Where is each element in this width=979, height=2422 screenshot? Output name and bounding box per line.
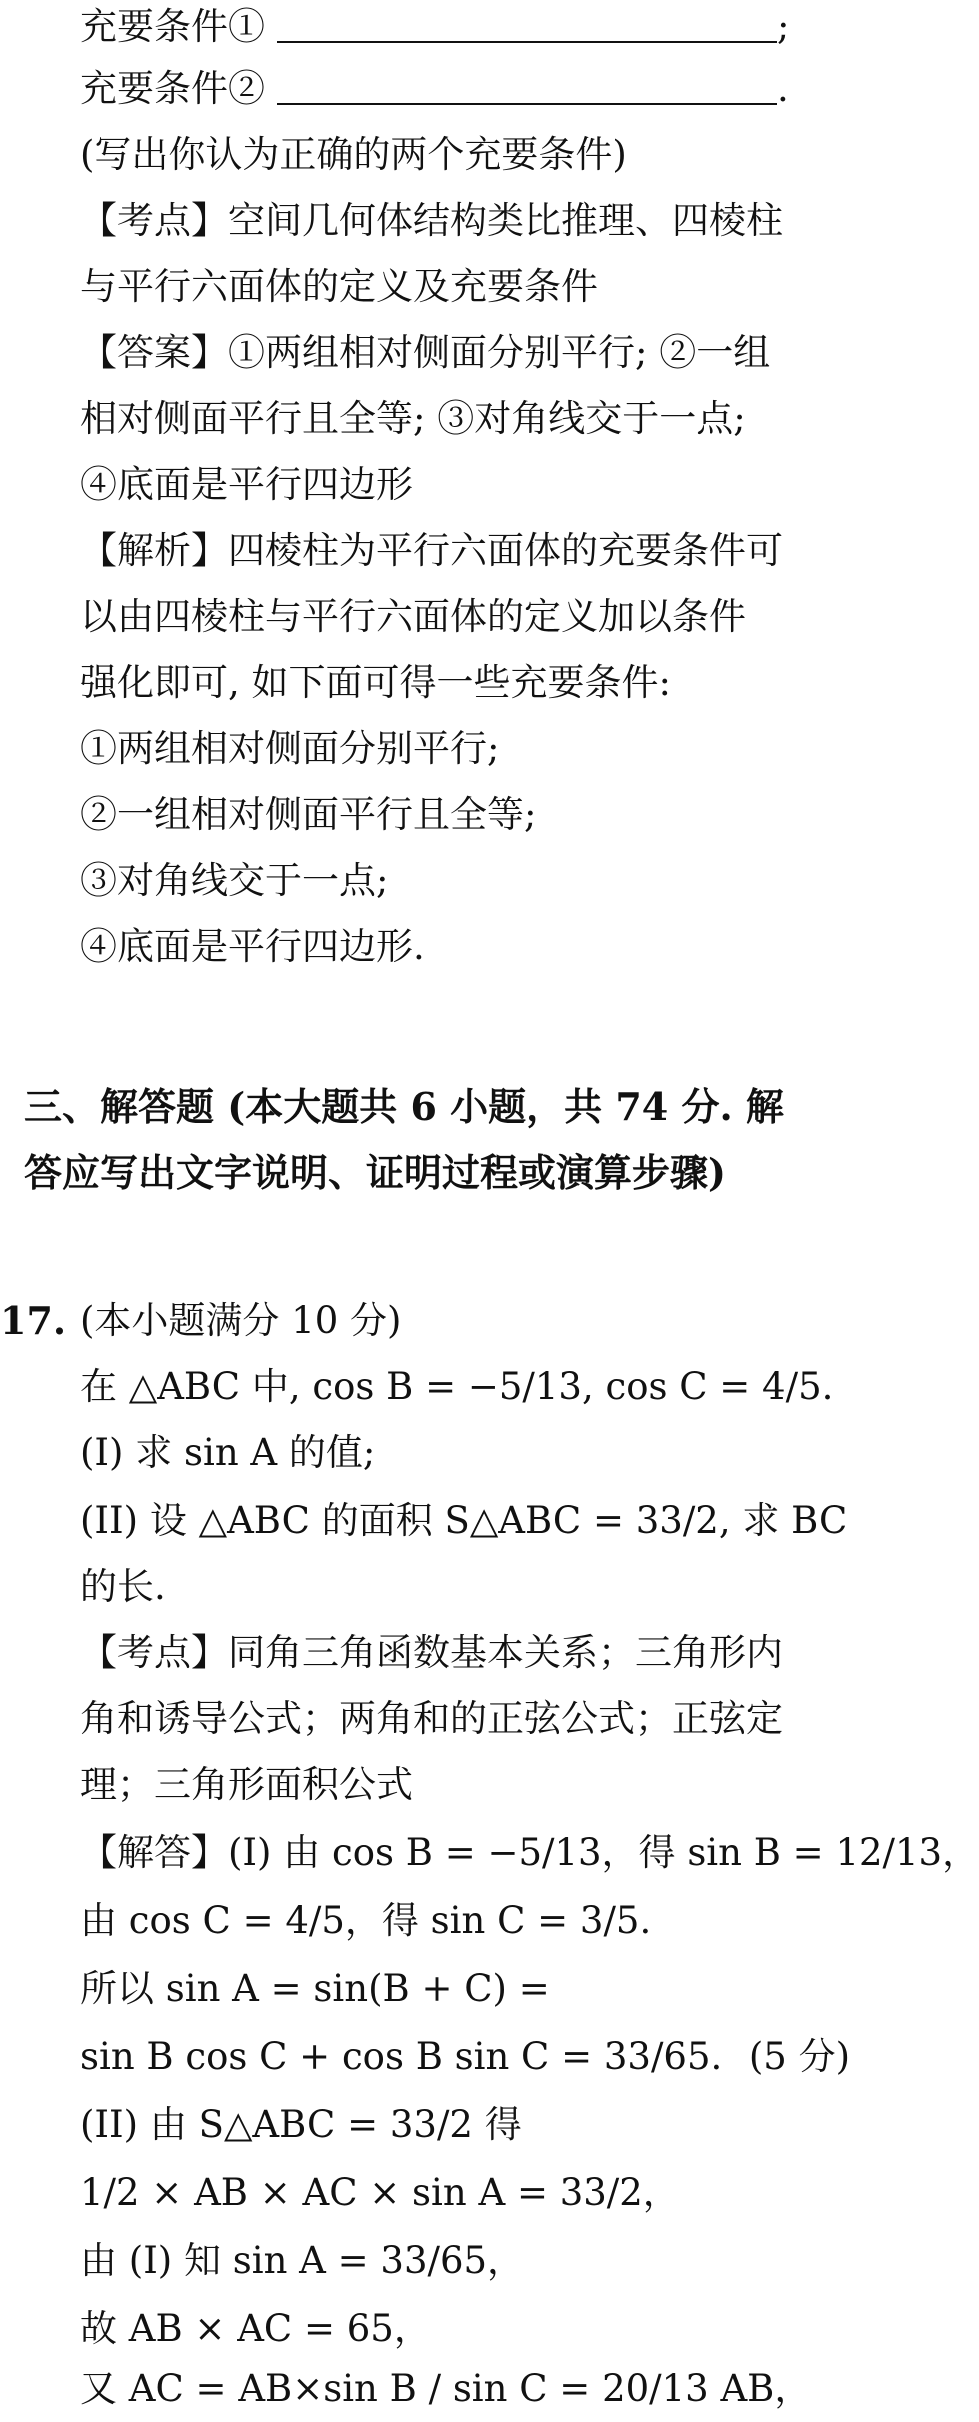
q16-item-3: ③对角线交于一点; bbox=[80, 859, 389, 902]
q16-answer-line-2: 相对侧面平行且全等; ③对角线交于一点; bbox=[80, 397, 746, 440]
q16-answer-line-3: ④底面是平行四边形 bbox=[80, 463, 413, 506]
q17-score-badge: (5 分) bbox=[748, 2035, 850, 2078]
q17-solution-line-7: 由 (I) 知 sin A = 33/65， bbox=[80, 2239, 525, 2282]
condition-1-label: 充要条件① bbox=[80, 5, 265, 48]
q17-given: 在 △ABC 中, cos B = −5/13, cos C = 4/5. bbox=[80, 1365, 834, 1408]
q17-kaodian-line-1: 【考点】同角三角函数基本关系；三角形内 bbox=[80, 1631, 783, 1674]
instruction-note: (写出你认为正确的两个充要条件) bbox=[80, 133, 627, 176]
q17-solution-line-2: 由 cos C = 4/5，得 sin C = 3/5. bbox=[80, 1899, 652, 1942]
q17-solution-line-4 bbox=[80, 2030, 870, 2084]
q17-solution-line-8: 故 AB × AC = 65， bbox=[80, 2307, 431, 2350]
q16-answer-line-1: 【答案】①两组相对侧面分别平行; ②一组 bbox=[80, 331, 771, 374]
q16-jiexi-line-3: 强化即可, 如下面可得一些充要条件: bbox=[80, 661, 671, 704]
q17-solution-line-1: 【解答】(I) 由 cos B = −5/13，得 sin B = 12/13， bbox=[80, 1831, 979, 1874]
q17-solution-line-4-text: sin B cos C + cos B sin C = 33/65. bbox=[80, 2035, 723, 2078]
q17-solution-line-3: 所以 sin A = sin(B + C) = bbox=[80, 1967, 550, 2010]
section-3-title-line-2: 答应写出文字说明、证明过程或演算步骤) bbox=[24, 1150, 726, 1195]
q17-part-1: (I) 求 sin A 的值; bbox=[80, 1431, 376, 1474]
condition-1-blank[interactable] bbox=[277, 5, 777, 43]
section-3-title-line-1: 三、解答题 (本大题共 6 小题，共 74 分. 解 bbox=[24, 1084, 784, 1129]
q16-kaodian-line-1: 【考点】空间几何体结构类比推理、四棱柱 bbox=[80, 199, 783, 242]
q17-solution-line-9: 又 AC = AB×sin B / sin C = 20/13 AB， bbox=[80, 2367, 812, 2410]
q17-solution-line-5: (II) 由 S△ABC = 33/2 得 bbox=[80, 2103, 522, 2146]
q17-header: (本小题满分 10 分) bbox=[80, 1299, 402, 1342]
q16-jiexi-line-1: 【解析】四棱柱为平行六面体的充要条件可 bbox=[80, 529, 783, 572]
q16-jiexi-line-2: 以由四棱柱与平行六面体的定义加以条件 bbox=[80, 595, 746, 638]
q17-number: 17. bbox=[0, 1298, 67, 1343]
q16-item-4: ④底面是平行四边形. bbox=[80, 925, 425, 968]
q17-part-2-line-2: 的长. bbox=[80, 1565, 166, 1608]
condition-2-line: 充要条件② . bbox=[80, 67, 789, 110]
q17-kaodian-line-3: 理；三角形面积公式 bbox=[80, 1763, 413, 1806]
condition-2-label: 充要条件② bbox=[80, 67, 265, 110]
q17-part-2-line-1: (II) 设 △ABC 的面积 S△ABC = 33/2, 求 BC bbox=[80, 1499, 848, 1542]
q16-kaodian-line-2: 与平行六面体的定义及充要条件 bbox=[80, 265, 598, 308]
condition-1-line: 充要条件① ; bbox=[80, 5, 790, 48]
q17-kaodian-line-2: 角和诱导公式；两角和的正弦公式；正弦定 bbox=[80, 1697, 783, 1740]
q16-item-2: ②一组相对侧面平行且全等; bbox=[80, 793, 537, 836]
q16-item-1: ①两组相对侧面分别平行; bbox=[80, 727, 500, 770]
condition-2-blank[interactable] bbox=[277, 67, 777, 105]
q17-solution-line-6: 1/2 × AB × AC × sin A = 33/2， bbox=[80, 2171, 680, 2214]
